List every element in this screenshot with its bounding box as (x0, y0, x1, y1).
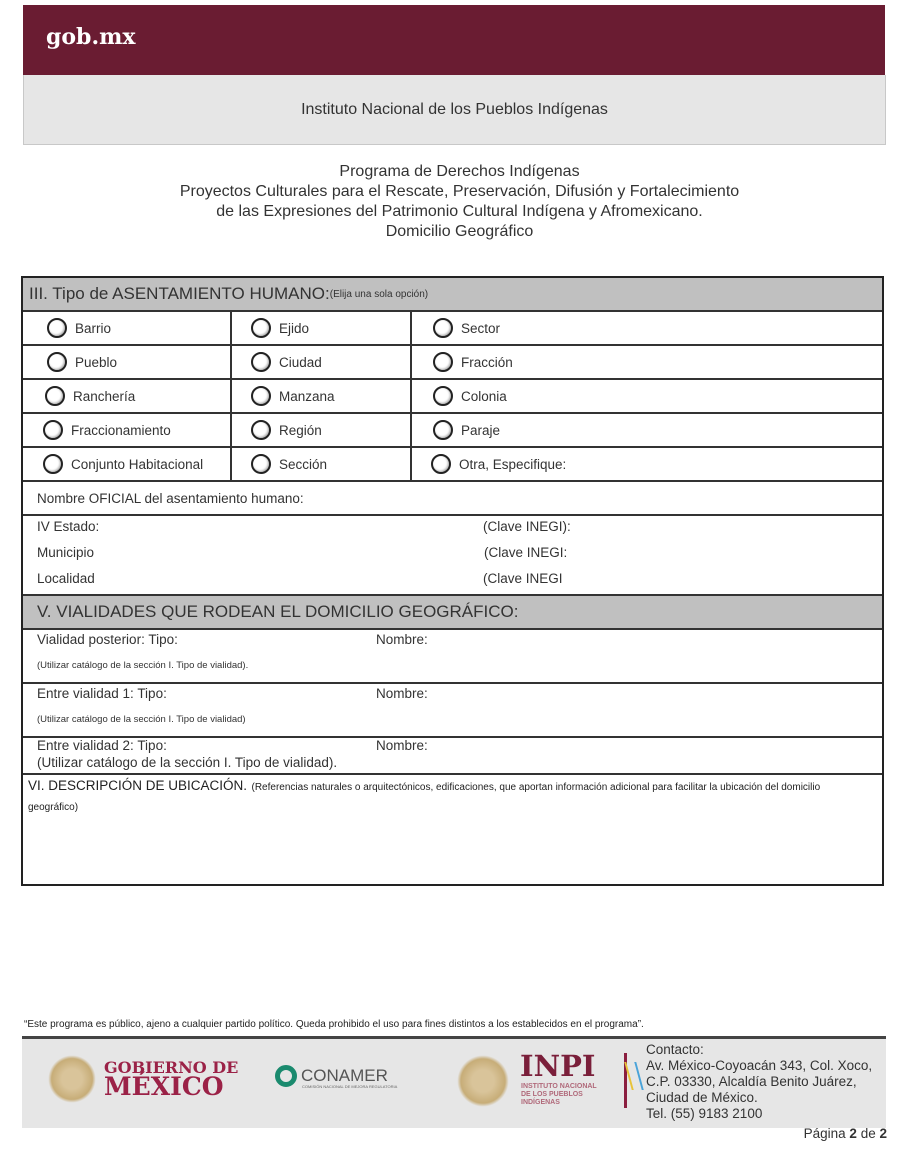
option-otra[interactable]: Otra, Especifique: (431, 448, 831, 480)
inpi-sub-line: INDÍGENAS (521, 1099, 560, 1106)
options-row (23, 346, 882, 380)
official-name-row[interactable] (23, 482, 882, 516)
radio-icon[interactable] (433, 386, 453, 406)
option-fraccion[interactable]: Fracción (433, 346, 833, 378)
form-table (21, 276, 884, 886)
coat-of-arms-icon (48, 1055, 96, 1103)
vialidad-row[interactable] (23, 684, 882, 738)
contact-line: C.P. 03330, Alcaldía Benito Juárez, (646, 1074, 857, 1089)
localidad-label: Localidad (37, 571, 95, 586)
coat-of-arms-icon (457, 1055, 509, 1107)
divider (410, 312, 412, 344)
radio-icon[interactable] (251, 420, 271, 440)
section-3-title: III. Tipo de ASENTAMIENTO HUMANO: (29, 284, 330, 303)
estado-label: IV Estado: (37, 519, 100, 534)
section-3-header (23, 278, 882, 312)
title-line: Domicilio Geográfico (385, 223, 534, 240)
localidad-clave-label: (Clave INEGI (483, 571, 563, 586)
radio-icon[interactable] (433, 352, 453, 372)
municipio-clave-label: (Clave INEGI: (484, 545, 568, 560)
section-6-heading (28, 777, 858, 817)
entre-vialidad-2-nombre: Nombre: (376, 738, 428, 753)
radio-icon[interactable] (43, 420, 63, 440)
option-colonia[interactable]: Colonia (433, 380, 833, 412)
contact-line: Ciudad de México. (646, 1090, 758, 1105)
radio-icon[interactable] (251, 386, 271, 406)
option-conjunto-habitacional[interactable]: Conjunto Habitacional (43, 448, 230, 480)
radio-icon[interactable] (45, 386, 65, 406)
municipio-label: Municipio (37, 545, 95, 560)
page-total: 2 (879, 1126, 887, 1141)
options-row (23, 380, 882, 414)
option-ciudad[interactable]: Ciudad (251, 346, 431, 378)
title-line: Proyectos Culturales para el Rescate, Preservación, Difusión y Fortalecimiento (179, 183, 740, 200)
option-manzana[interactable]: Manzana (251, 380, 431, 412)
divider (230, 346, 232, 378)
vialidad-posterior-nombre: Nombre: (376, 632, 428, 647)
conamer-subtext: COMISIÓN NACIONAL DE MEJORA REGULATORIA (302, 1084, 398, 1089)
gobmx-logo[interactable]: gob.mx (46, 24, 136, 50)
vialidad-row[interactable] (23, 738, 882, 775)
disclaimer: “Este programa es público, ajeno a cualquier partido político. Queda prohibido el uso para fines distintos a los establecidos en el programa”. (24, 1019, 644, 1030)
options-row (23, 312, 882, 346)
options-row (23, 414, 882, 448)
entre-vialidad-1-tipo: Entre vialidad 1: Tipo: (37, 686, 167, 701)
divider (410, 346, 412, 378)
gobierno-line1: GOBIERNO DE (104, 1058, 239, 1077)
contact-block (646, 1042, 872, 1122)
title-line: Programa de Derechos Indígenas (339, 163, 580, 180)
option-ejido[interactable]: Ejido (251, 312, 431, 344)
entre-vialidad-1-nombre: Nombre: (376, 686, 428, 701)
document-titles (0, 162, 919, 242)
estado-clave-label: (Clave INEGI): (483, 519, 571, 534)
option-seccion[interactable]: Sección (251, 448, 431, 480)
institute-name: Instituto Nacional de los Pueblos Indígenas (301, 100, 608, 118)
gobierno-line2: MÉXICO (104, 1072, 224, 1101)
section-3-note: (Elija una sola opción) (329, 288, 429, 300)
radio-icon[interactable] (431, 454, 451, 474)
radio-icon[interactable] (433, 420, 453, 440)
institute-bar (23, 75, 886, 145)
option-rancheria[interactable]: Ranchería (45, 380, 225, 412)
radio-icon[interactable] (251, 318, 271, 338)
title-line: de las Expresiones del Patrimonio Cultural Indígena y Afromexicano. (216, 203, 703, 220)
page-prefix: Página (803, 1126, 846, 1141)
option-paraje[interactable]: Paraje (433, 414, 833, 446)
official-name-label: Nombre OFICIAL del asentamiento humano: (37, 490, 304, 506)
divider (230, 414, 232, 446)
divider (230, 312, 232, 344)
contact-line: Tel. (55) 9183 2100 (646, 1106, 763, 1121)
radio-icon[interactable] (251, 352, 271, 372)
entre-vialidad-2-tipo: Entre vialidad 2: Tipo: (37, 738, 167, 753)
vialidad-row[interactable] (23, 630, 882, 684)
divider (410, 448, 412, 480)
inpi-text: INPI (520, 1049, 596, 1083)
radio-icon[interactable] (47, 318, 67, 338)
conamer-text: CONAMER (301, 1066, 388, 1085)
page-current: 2 (849, 1126, 857, 1141)
radio-icon[interactable] (433, 318, 453, 338)
page-number (804, 1126, 887, 1141)
contact-line: Contacto: (646, 1042, 704, 1057)
section-5-header (23, 596, 882, 630)
section-6-title: VI. DESCRIPCIÓN DE UBICACIÓN. (28, 778, 248, 793)
entre-vialidad-2-note: (Utilizar catálogo de la sección I. Tipo de vialidad). (37, 755, 338, 770)
section-4 (23, 516, 882, 596)
entre-vialidad-1-note: (Utilizar catálogo de la sección I. Tipo de vialidad) (37, 714, 246, 725)
brand-bar (23, 5, 885, 75)
divider (230, 380, 232, 412)
section-6-note: (Referencias naturales o arquitectónicos, edificaciones, que aportan información adicional para facilitar la ubicación del domicilio geográfico) (28, 782, 821, 813)
inpi-sub-line: INSTITUTO NACIONAL (521, 1083, 597, 1090)
section-5-title: V. VIALIDADES QUE RODEAN EL DOMICILIO GEOGRÁFICO: (37, 602, 519, 621)
radio-icon[interactable] (43, 454, 63, 474)
divider (230, 448, 232, 480)
section-6[interactable] (23, 775, 882, 884)
options-row (23, 448, 882, 482)
option-barrio[interactable]: Barrio (47, 312, 227, 344)
radio-icon[interactable] (47, 352, 67, 372)
vialidad-posterior-tipo: Vialidad posterior: Tipo: (37, 632, 178, 647)
radio-icon[interactable] (251, 454, 271, 474)
inpi-sub-line: DE LOS PUEBLOS (521, 1091, 583, 1098)
vialidad-posterior-note: (Utilizar catálogo de la sección I. Tipo de vialidad). (37, 660, 249, 671)
option-sector[interactable]: Sector (433, 312, 833, 344)
contact-line: Av. México-Coyoacán 343, Col. Xoco, (646, 1058, 873, 1073)
page-of: de (860, 1126, 876, 1141)
option-pueblo[interactable]: Pueblo (47, 346, 227, 378)
option-region[interactable]: Región (251, 414, 431, 446)
inpi-subtext (521, 1083, 597, 1107)
conamer-logo-icon (275, 1065, 297, 1087)
option-fraccionamiento[interactable]: Fraccionamiento (43, 414, 228, 446)
divider (410, 380, 412, 412)
divider (410, 414, 412, 446)
